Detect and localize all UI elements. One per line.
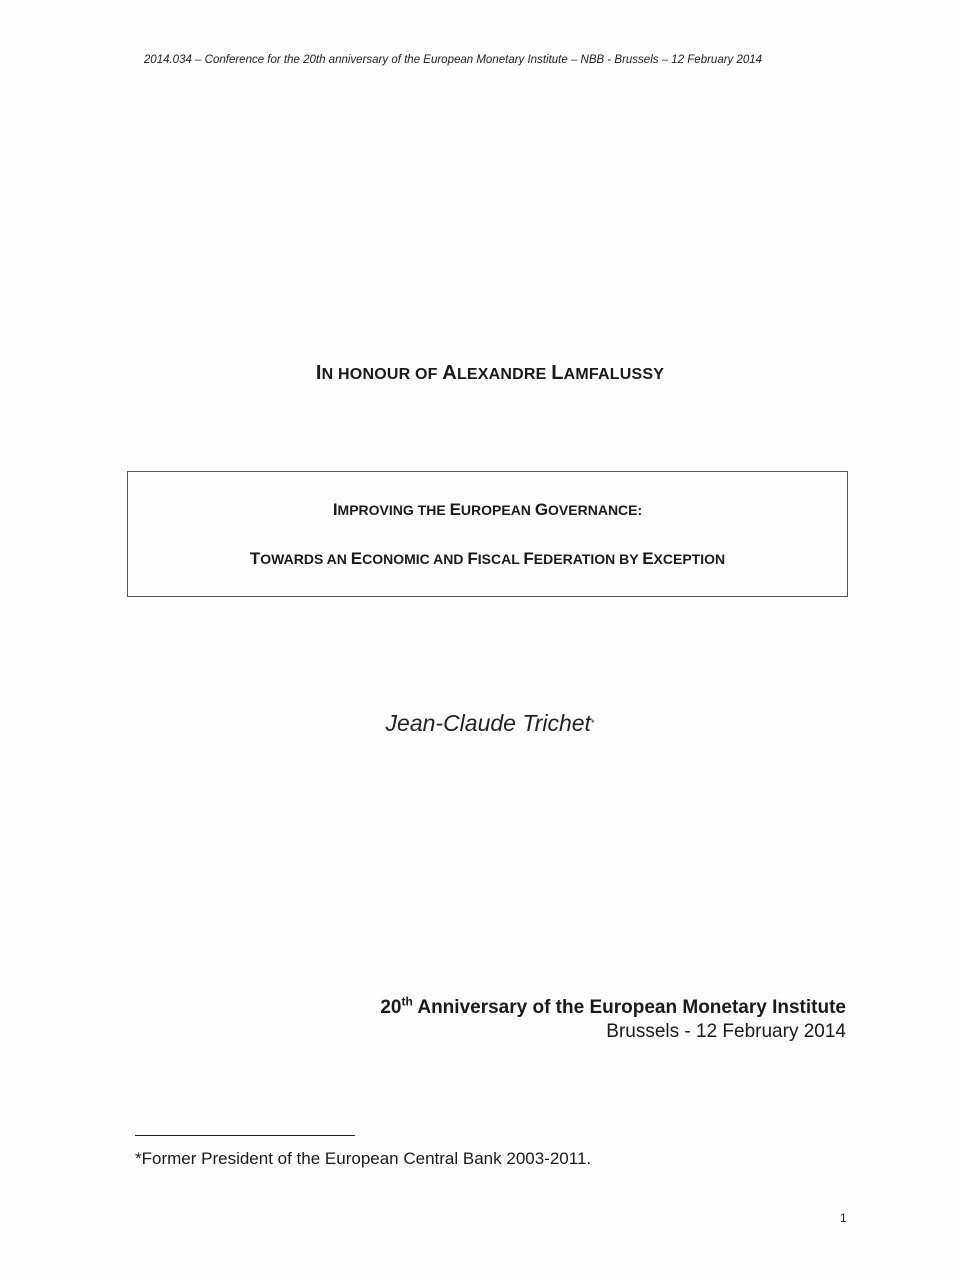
honour-cap-2: A bbox=[442, 362, 457, 384]
title2-cap-e: E bbox=[642, 549, 654, 568]
title2-rest-a: OWARDS AN bbox=[260, 551, 351, 567]
event-place-date: Brussels - 12 February 2014 bbox=[606, 1021, 846, 1042]
title-line-2 bbox=[128, 549, 847, 569]
running-header-text: 2014.034 – Conference for the 20th anniversary of the European Monetary Institute – NBB - Brussels – 12 February 2014 bbox=[143, 54, 763, 66]
honour-rest-1: N HONOUR OF bbox=[321, 366, 443, 383]
honour-cap-1: I bbox=[315, 362, 322, 384]
title2-rest-c: ISCAL bbox=[477, 551, 524, 567]
footnote: *Former President of the European Central Bank 2003-2011. bbox=[135, 1149, 592, 1168]
title2-cap-a: T bbox=[249, 549, 261, 568]
title1-cap-c: G bbox=[534, 500, 549, 519]
title-line-1 bbox=[128, 500, 847, 520]
event-ordinal-suffix: th bbox=[401, 994, 413, 1009]
author-name bbox=[0, 710, 960, 737]
footnote-separator bbox=[135, 1135, 355, 1136]
title1-rest-a: MPROVING THE bbox=[337, 502, 450, 518]
title1-rest-c: OVERNANCE: bbox=[548, 502, 643, 518]
event-ordinal-number: 20 bbox=[380, 997, 402, 1018]
title2-rest-e: XCEPTION bbox=[653, 551, 726, 567]
page-number: 1 bbox=[840, 1211, 847, 1225]
event-block bbox=[380, 996, 846, 1044]
event-title-text: Anniversary of the European Monetary Institute bbox=[412, 997, 846, 1018]
title1-rest-b: UROPEAN bbox=[460, 502, 535, 518]
honour-rest-2: LEXANDRE bbox=[456, 366, 552, 383]
title1-cap-b: E bbox=[449, 500, 461, 519]
title2-rest-b: CONOMIC AND bbox=[362, 551, 468, 567]
honour-rest-3: AMFALUSSY bbox=[563, 366, 665, 383]
title1-cap-a: I bbox=[332, 500, 338, 519]
event-title bbox=[380, 996, 846, 1020]
running-header bbox=[0, 54, 960, 66]
title2-rest-d: EDERATION BY bbox=[533, 551, 643, 567]
author-name-text: Jean-Claude Trichet bbox=[385, 710, 591, 736]
honour-heading bbox=[0, 362, 960, 385]
title2-cap-b: E bbox=[350, 549, 363, 568]
honour-cap-3: L bbox=[551, 362, 564, 384]
title2-cap-c: F bbox=[467, 549, 478, 568]
author-footnote-mark[interactable]: * bbox=[590, 718, 595, 728]
title2-cap-d: F bbox=[523, 549, 534, 568]
title-box bbox=[127, 471, 848, 597]
